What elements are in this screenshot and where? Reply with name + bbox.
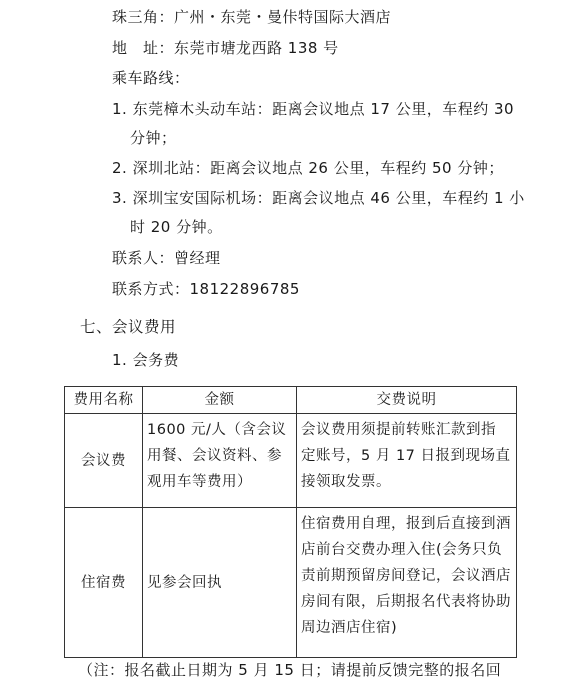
amount-cell xyxy=(143,508,297,658)
note-line: 住宿费用自理，报到后直接到酒 xyxy=(301,516,511,532)
route-3-line-2: 时 20 分钟。 xyxy=(130,218,223,236)
note-line: 接领取发票。 xyxy=(301,474,391,490)
note-line: 店前台交费办理入住(会务只负 xyxy=(301,542,503,558)
header-fee-name: 费用名称 xyxy=(65,387,143,414)
header-note: 交费说明 xyxy=(297,387,517,414)
table-row xyxy=(65,414,517,508)
hotel-line: 珠三角：广州・东莞・曼佧特国际大酒店 xyxy=(112,8,392,26)
amount-line: 1600 元/人（含会议 xyxy=(147,422,287,438)
fee-table xyxy=(64,386,517,658)
route-label: 乘车路线： xyxy=(112,69,190,87)
note-line: 定账号，5 月 17 日报到现场直 xyxy=(301,448,511,464)
route-2-line-1: 2. 深圳北站：距离会议地点 26 公里，车程约 50 分钟； xyxy=(112,159,504,177)
contact-person: 联系人：曾经理 xyxy=(112,249,221,267)
route-1-line-2: 分钟； xyxy=(130,129,177,147)
note-line: 房间有限，后期报名代表将协助 xyxy=(301,594,511,610)
amount-line: 用餐、会议资料、参 xyxy=(147,448,282,464)
note-line: 会议费用须提前转账汇款到指 xyxy=(301,422,496,438)
note-cell xyxy=(297,508,517,658)
header-amount: 金额 xyxy=(143,387,297,414)
table-row xyxy=(65,508,517,658)
note-line: 周边酒店住宿) xyxy=(301,620,398,636)
amount-line: 观用车等费用） xyxy=(147,474,252,490)
route-3-line-1: 3. 深圳宝安国际机场：距离会议地点 46 公里，车程约 1 小 xyxy=(112,189,525,207)
registration-footnote: （注：报名截止日期为 5 月 15 日；请提前反馈完整的报名回 xyxy=(78,661,502,679)
subsection-heading: 1. 会务费 xyxy=(112,351,180,369)
route-1-line-1: 1. 东莞樟木头动车站：距离会议地点 17 公里，车程约 30 xyxy=(112,100,515,118)
fee-name-cell: 住宿费 xyxy=(65,508,143,658)
fee-name-cell: 会议费 xyxy=(65,414,143,508)
table-header-row xyxy=(65,387,517,414)
address-line: 地 址：东莞市塘龙西路 138 号 xyxy=(112,39,339,57)
amount-line: 见参会回执 xyxy=(147,574,222,591)
amount-cell xyxy=(143,414,297,508)
contact-method: 联系方式：18122896785 xyxy=(112,280,300,298)
section-heading: 七、会议费用 xyxy=(80,318,177,336)
note-line: 责前期预留房间登记，会议酒店 xyxy=(301,568,511,584)
note-cell xyxy=(297,414,517,508)
